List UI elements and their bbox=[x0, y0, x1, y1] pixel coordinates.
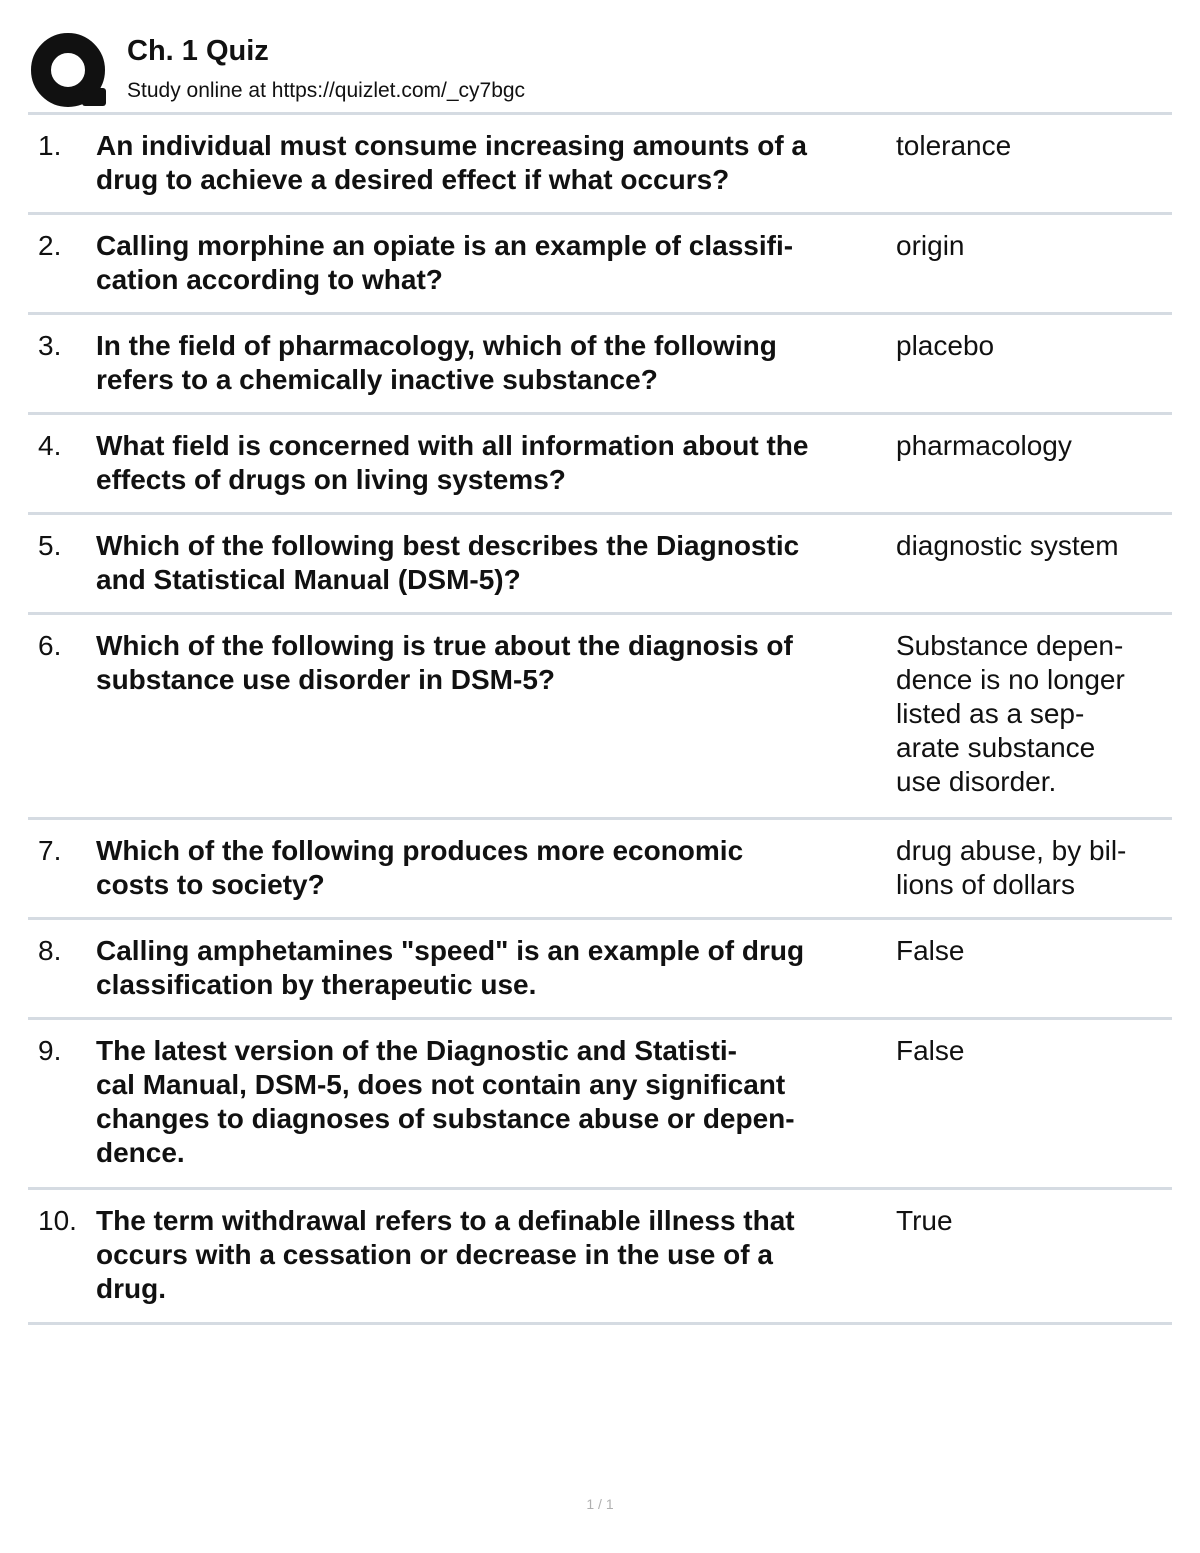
question-number: 4. bbox=[38, 430, 62, 461]
question-row bbox=[28, 1190, 1172, 1325]
question-line: In the field of pharmacology, which of the following bbox=[96, 330, 777, 361]
answer-line: placebo bbox=[896, 330, 995, 361]
answer-line: pharmacology bbox=[896, 430, 1072, 461]
question-line: cation according to what? bbox=[96, 264, 443, 295]
question-number: 10. bbox=[38, 1205, 77, 1236]
question-line: effects of drugs on living systems? bbox=[96, 464, 566, 495]
question-text bbox=[96, 934, 896, 1002]
answer-text bbox=[896, 934, 1172, 968]
question-row bbox=[28, 1020, 1172, 1190]
question-text bbox=[96, 429, 896, 497]
answer-line: dence is no longer bbox=[896, 664, 1125, 695]
answer-text bbox=[896, 329, 1172, 363]
question-text bbox=[96, 834, 896, 902]
study-online-link[interactable]: Study online at https://quizlet.com/_cy7bgc bbox=[127, 79, 526, 102]
question-line: An individual must consume increasing amounts of a bbox=[96, 130, 808, 161]
question-line: changes to diagnoses of substance abuse or depen- bbox=[96, 1103, 795, 1134]
question-text bbox=[96, 229, 896, 297]
question-line: drug to achieve a desired effect if what occurs? bbox=[96, 164, 730, 195]
answer-line: drug abuse, by bil- bbox=[896, 835, 1127, 866]
answer-line: True bbox=[896, 1205, 953, 1236]
answer-line: listed as a sep- bbox=[896, 698, 1085, 729]
answer-text bbox=[896, 229, 1172, 263]
question-number: 9. bbox=[38, 1035, 62, 1066]
page-number: 1 / 1 bbox=[586, 1496, 614, 1512]
answer-line: False bbox=[896, 1035, 965, 1066]
question-text bbox=[96, 529, 896, 597]
question-number: 6. bbox=[38, 630, 62, 661]
answer-line: Substance depen- bbox=[896, 630, 1124, 661]
question-number: 1. bbox=[38, 130, 62, 161]
question-row bbox=[28, 315, 1172, 415]
question-row bbox=[28, 115, 1172, 215]
question-number: 5. bbox=[38, 530, 62, 561]
question-number: 2. bbox=[38, 230, 62, 261]
question-line: dence. bbox=[96, 1137, 185, 1168]
question-text bbox=[96, 629, 896, 697]
answer-text bbox=[896, 1204, 1172, 1238]
answer-text bbox=[896, 529, 1172, 563]
answer-line: diagnostic system bbox=[896, 530, 1119, 561]
question-number: 3. bbox=[38, 330, 62, 361]
question-line: refers to a chemically inactive substance? bbox=[96, 364, 658, 395]
answer-text bbox=[896, 129, 1172, 163]
question-line: What field is concerned with all information about the bbox=[96, 430, 809, 461]
question-row bbox=[28, 415, 1172, 515]
answer-text bbox=[896, 429, 1172, 463]
answer-line: origin bbox=[896, 230, 965, 261]
answer-text bbox=[896, 1034, 1172, 1068]
question-number: 7. bbox=[38, 835, 62, 866]
quiz-header bbox=[28, 30, 1172, 110]
question-list bbox=[28, 112, 1172, 1325]
question-row bbox=[28, 920, 1172, 1020]
question-row bbox=[28, 615, 1172, 820]
question-line: costs to society? bbox=[96, 869, 325, 900]
question-number: 8. bbox=[38, 935, 62, 966]
question-line: Which of the following produces more economic bbox=[96, 835, 744, 866]
answer-line: tolerance bbox=[896, 130, 1012, 161]
question-text bbox=[96, 329, 896, 397]
question-line: The latest version of the Diagnostic and Statisti- bbox=[96, 1035, 737, 1066]
answer-line: False bbox=[896, 935, 965, 966]
question-line: Calling morphine an opiate is an example of classifi- bbox=[96, 230, 794, 261]
question-line: The term withdrawal refers to a definable illness that bbox=[96, 1205, 795, 1236]
question-row bbox=[28, 515, 1172, 615]
question-line: occurs with a cessation or decrease in the use of a bbox=[96, 1239, 773, 1270]
question-line: Which of the following is true about the diagnosis of bbox=[96, 630, 793, 661]
question-text bbox=[96, 1034, 896, 1170]
question-line: drug. bbox=[96, 1273, 166, 1304]
quizlet-logo-icon bbox=[30, 32, 110, 112]
question-text bbox=[96, 1204, 896, 1306]
answer-line: use disorder. bbox=[896, 766, 1057, 797]
question-line: Which of the following best describes the Diagnostic bbox=[96, 530, 800, 561]
question-line: classification by therapeutic use. bbox=[96, 969, 537, 1000]
answer-text bbox=[896, 629, 1172, 799]
question-text bbox=[96, 129, 896, 197]
question-line: substance use disorder in DSM-5? bbox=[96, 664, 555, 695]
answer-line: arate substance bbox=[896, 732, 1096, 763]
question-row bbox=[28, 215, 1172, 315]
question-line: cal Manual, DSM-5, does not contain any significant bbox=[96, 1069, 786, 1100]
answer-text bbox=[896, 834, 1172, 902]
question-line: Calling amphetamines "speed" is an example of drug bbox=[96, 935, 805, 966]
page-title: Ch. 1 Quiz bbox=[127, 35, 269, 67]
answer-line: lions of dollars bbox=[896, 869, 1075, 900]
question-row bbox=[28, 820, 1172, 920]
question-line: and Statistical Manual (DSM-5)? bbox=[96, 564, 521, 595]
